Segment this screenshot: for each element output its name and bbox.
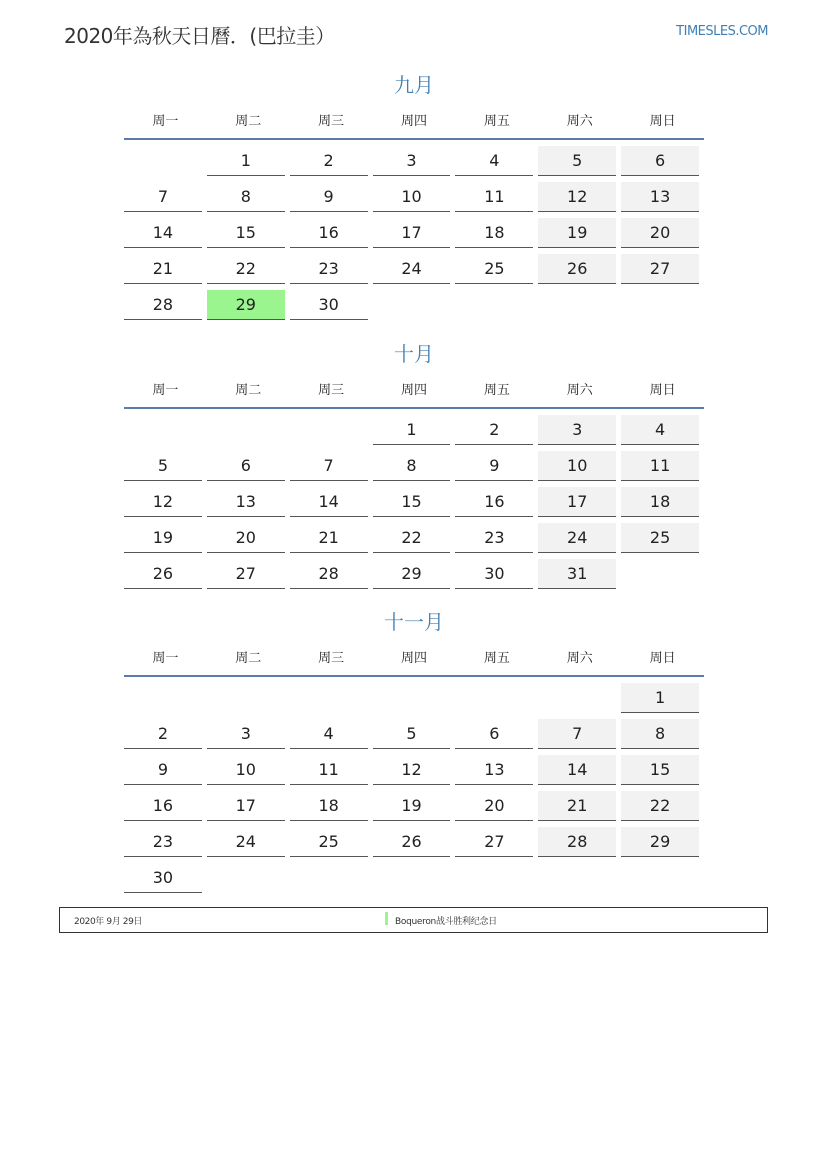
week-row [124,791,704,827]
day-cell[interactable]: 1 [621,683,699,713]
day-cell[interactable]: 10 [538,451,616,481]
day-cell[interactable]: 18 [290,791,368,821]
weekday-label: 周六 [566,650,593,666]
day-cell[interactable]: 4 [290,719,368,749]
empty-day-cell [621,559,699,589]
week-row [124,218,704,254]
day-cell[interactable]: 15 [621,755,699,785]
day-cell[interactable]: 13 [455,755,533,785]
empty-day-cell [621,863,699,893]
weekday-label: 周四 [401,113,428,129]
week-row [124,451,704,487]
day-cell[interactable]: 17 [373,218,451,248]
day-cell[interactable]: 24 [207,827,285,857]
day-cell[interactable]: 5 [124,451,202,481]
week-row [124,559,704,595]
weekday-label: 周六 [566,382,593,398]
week-row [124,683,704,719]
day-cell[interactable]: 15 [373,487,451,517]
weekday-header [124,369,704,409]
day-cell[interactable]: 3 [373,146,451,176]
day-cell[interactable]: 30 [290,290,368,320]
week-row [124,290,704,326]
empty-day-cell [538,863,616,893]
empty-day-cell [538,290,616,320]
day-cell[interactable]: 9 [290,182,368,212]
day-cell[interactable]: 27 [621,254,699,284]
day-cell[interactable]: 24 [373,254,451,284]
weekday-label: 周三 [318,382,345,398]
day-cell[interactable]: 12 [538,182,616,212]
weekday-label: 周一 [152,382,179,398]
day-cell[interactable]: 26 [124,559,202,589]
day-cell[interactable]: 27 [207,559,285,589]
month-september [124,70,704,326]
weekday-label: 周三 [318,650,345,666]
day-cell[interactable]: 7 [538,719,616,749]
week-row [124,254,704,290]
day-cell[interactable]: 1 [207,146,285,176]
day-cell[interactable]: 23 [290,254,368,284]
weekday-label: 周二 [235,382,262,398]
day-cell[interactable]: 23 [455,523,533,553]
week-row [124,415,704,451]
weekday-label: 周五 [483,382,510,398]
week-row [124,755,704,791]
day-cell[interactable]: 16 [290,218,368,248]
empty-day-cell [207,863,285,893]
day-cell[interactable]: 8 [373,451,451,481]
empty-day-cell [621,290,699,320]
day-cell[interactable]: 27 [455,827,533,857]
weekday-label: 周五 [483,113,510,129]
day-cell[interactable]: 13 [621,182,699,212]
day-cell[interactable]: 25 [621,523,699,553]
day-cell[interactable]: 25 [455,254,533,284]
day-cell[interactable]: 5 [538,146,616,176]
weeks-grid [124,140,704,326]
day-cell[interactable]: 11 [290,755,368,785]
empty-day-cell [373,683,451,713]
day-cell[interactable]: 28 [290,559,368,589]
day-cell[interactable]: 15 [207,218,285,248]
week-row [124,719,704,755]
day-cell[interactable]: 28 [124,290,202,320]
week-row [124,827,704,863]
day-cell[interactable]: 12 [124,487,202,517]
month-october [124,339,704,595]
weeks-grid [124,677,704,899]
day-cell[interactable]: 12 [373,755,451,785]
holiday-color-marker [385,912,388,925]
day-cell[interactable]: 29 [207,290,285,320]
day-cell[interactable]: 7 [124,182,202,212]
day-cell[interactable]: 7 [290,451,368,481]
empty-day-cell [455,683,533,713]
empty-day-cell [373,290,451,320]
week-row [124,146,704,182]
empty-day-cell [124,415,202,445]
day-cell[interactable]: 29 [621,827,699,857]
weekday-label: 周二 [235,113,262,129]
empty-day-cell [207,415,285,445]
holiday-list [59,907,768,933]
weekday-label: 周一 [152,113,179,129]
day-cell[interactable]: 22 [621,791,699,821]
weekday-label: 周六 [566,113,593,129]
day-cell[interactable]: 8 [207,182,285,212]
day-cell[interactable]: 30 [124,863,202,893]
day-cell[interactable]: 11 [621,451,699,481]
weekday-label: 周三 [318,113,345,129]
day-cell[interactable]: 30 [455,559,533,589]
empty-day-cell [290,683,368,713]
day-cell[interactable]: 29 [373,559,451,589]
weekday-label: 周日 [649,650,676,666]
day-cell[interactable]: 4 [455,146,533,176]
day-cell[interactable]: 2 [124,719,202,749]
day-cell[interactable]: 10 [373,182,451,212]
day-cell[interactable]: 24 [538,523,616,553]
day-cell[interactable]: 23 [124,827,202,857]
empty-day-cell [290,415,368,445]
day-cell[interactable]: 5 [373,719,451,749]
week-row [124,863,704,899]
day-cell[interactable]: 21 [124,254,202,284]
day-cell[interactable]: 14 [538,755,616,785]
day-cell[interactable]: 4 [621,415,699,445]
day-cell[interactable]: 6 [621,146,699,176]
month-title: 十月 [394,342,434,366]
week-row [124,523,704,559]
day-cell[interactable]: 1 [373,415,451,445]
weeks-grid [124,409,704,595]
weekday-label: 周日 [649,113,676,129]
day-cell[interactable]: 18 [621,487,699,517]
month-title: 九月 [394,73,434,97]
day-cell[interactable]: 2 [455,415,533,445]
day-cell[interactable]: 6 [207,451,285,481]
day-cell[interactable]: 13 [207,487,285,517]
empty-day-cell [455,290,533,320]
day-cell[interactable]: 19 [124,523,202,553]
day-cell[interactable]: 14 [124,218,202,248]
week-row [124,182,704,218]
empty-day-cell [455,863,533,893]
week-row [124,487,704,523]
day-cell[interactable]: 3 [207,719,285,749]
day-cell[interactable]: 16 [124,791,202,821]
weekday-label: 周四 [401,382,428,398]
day-cell[interactable]: 16 [455,487,533,517]
weekday-label: 周一 [152,650,179,666]
day-cell[interactable]: 22 [373,523,451,553]
day-cell[interactable]: 2 [290,146,368,176]
day-cell[interactable]: 9 [124,755,202,785]
weekday-header [124,637,704,677]
empty-day-cell [207,683,285,713]
month-november [124,607,704,899]
day-cell[interactable]: 18 [455,218,533,248]
day-cell[interactable]: 22 [207,254,285,284]
day-cell[interactable]: 21 [290,523,368,553]
day-cell[interactable]: 28 [538,827,616,857]
day-cell[interactable]: 9 [455,451,533,481]
day-cell[interactable]: 21 [538,791,616,821]
holiday-date: 2020年 9月 29日 [74,917,143,927]
weekday-header [124,100,704,140]
day-cell[interactable]: 19 [538,218,616,248]
weekday-label: 周二 [235,650,262,666]
site-link[interactable]: TIMESLES.COM [676,24,768,39]
day-cell[interactable]: 14 [290,487,368,517]
day-cell[interactable]: 26 [373,827,451,857]
day-cell[interactable]: 20 [207,523,285,553]
day-cell[interactable]: 6 [455,719,533,749]
day-cell[interactable]: 3 [538,415,616,445]
page-title: 2020年為秋天日曆．(巴拉圭） [64,24,335,48]
month-title: 十一月 [384,610,444,634]
day-cell[interactable]: 31 [538,559,616,589]
empty-day-cell [373,863,451,893]
day-cell[interactable]: 25 [290,827,368,857]
day-cell[interactable]: 19 [373,791,451,821]
empty-day-cell [290,863,368,893]
empty-day-cell [124,683,202,713]
holiday-name: Boqueron战斗胜利纪念日 [395,917,497,927]
day-cell[interactable]: 10 [207,755,285,785]
weekday-label: 周五 [483,650,510,666]
empty-day-cell [538,683,616,713]
weekday-label: 周日 [649,382,676,398]
day-cell[interactable]: 20 [455,791,533,821]
day-cell[interactable]: 17 [538,487,616,517]
day-cell[interactable]: 8 [621,719,699,749]
weekday-label: 周四 [401,650,428,666]
day-cell[interactable]: 20 [621,218,699,248]
empty-day-cell [124,146,202,176]
day-cell[interactable]: 11 [455,182,533,212]
day-cell[interactable]: 26 [538,254,616,284]
day-cell[interactable]: 17 [207,791,285,821]
